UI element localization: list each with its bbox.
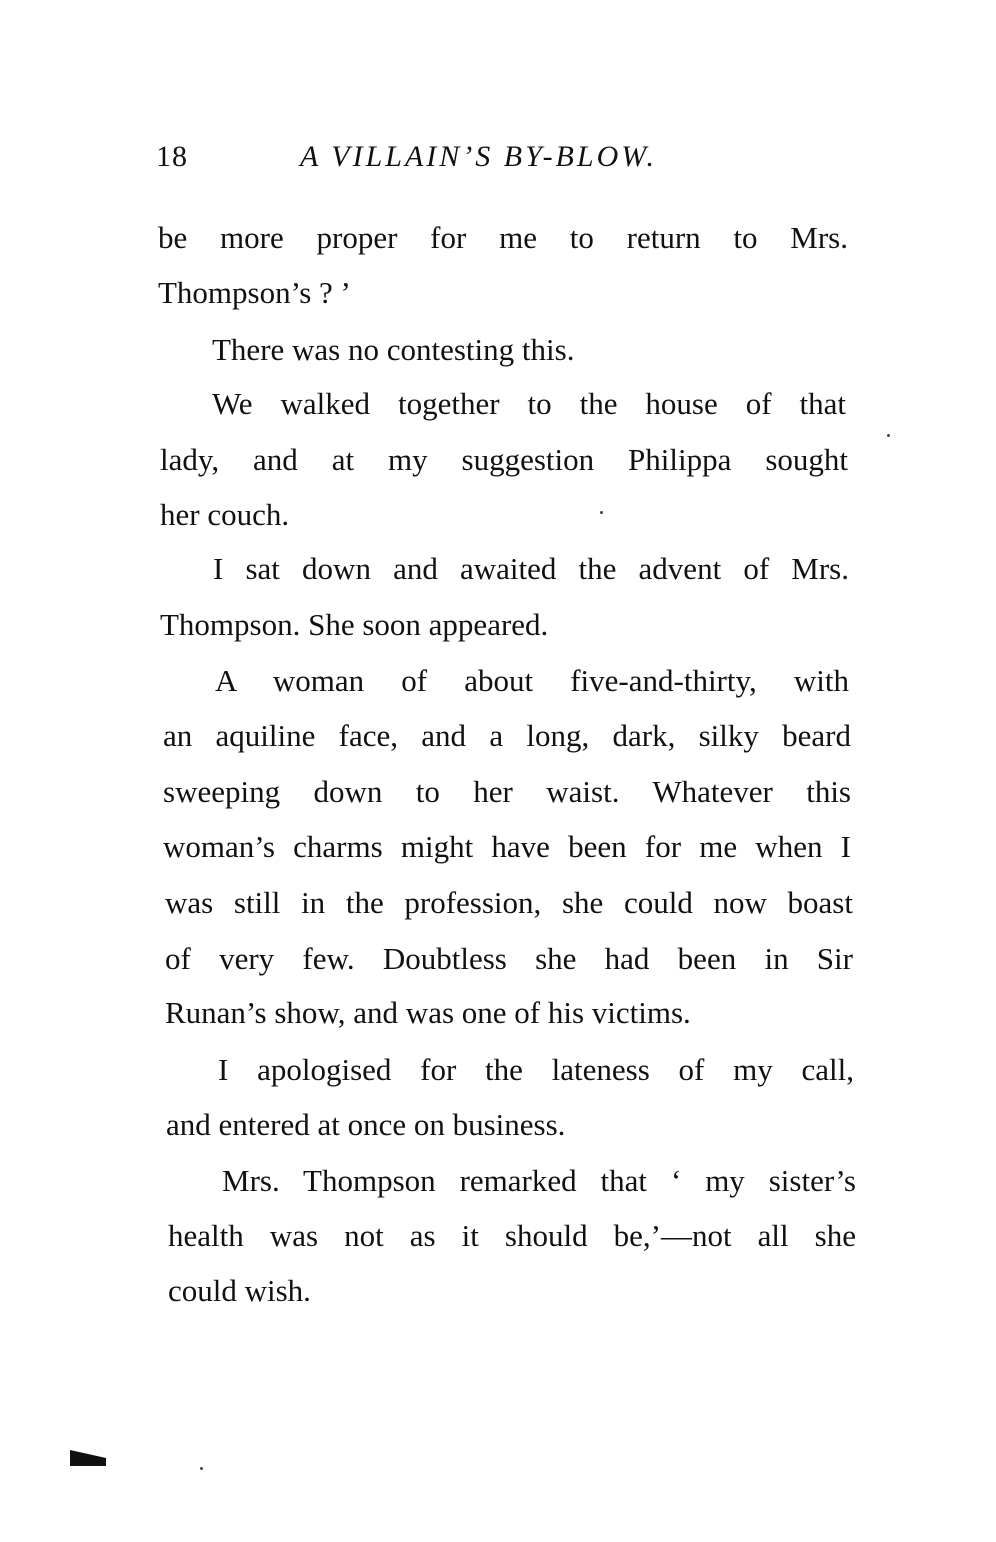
text-line: of very few. Doubtless she had been in Sir (165, 941, 853, 976)
text-line: Mrs. Thompson remarked that ‘ my sister’s (222, 1163, 856, 1198)
catchword-arrow-icon (70, 1450, 106, 1466)
ink-speck (200, 1467, 203, 1470)
ink-speck (600, 511, 603, 514)
text-line: I sat down and awaited the advent of Mrs. (213, 551, 849, 586)
text-line: Thompson’s ? ’ (158, 275, 351, 310)
text-line: I apologised for the lateness of my call, (218, 1052, 854, 1087)
text-line: be more proper for me to return to Mrs. (158, 220, 848, 255)
text-line: was still in the profession, she could now boast (165, 885, 853, 920)
text-line: Runan’s show, and was one of his victims. (165, 995, 691, 1030)
ink-speck (887, 434, 890, 437)
text-line: There was no contesting this. (212, 332, 575, 367)
text-line: an aquiline face, and a long, dark, silky beard (163, 718, 851, 753)
text-line: lady, and at my suggestion Philippa sought (160, 442, 848, 477)
text-line: A woman of about five-and-thirty, with (215, 663, 849, 698)
text-line: could wish. (168, 1273, 311, 1308)
text-line: health was not as it should be,’—not all she (168, 1218, 856, 1253)
text-line: Thompson. She soon appeared. (160, 607, 549, 642)
page-number: 18 (156, 140, 188, 173)
text-line: and entered at once on business. (166, 1107, 566, 1142)
text-line: her couch. (160, 497, 290, 532)
running-title: A VILLAIN’S BY-BLOW. (300, 140, 657, 173)
text-line: We walked together to the house of that (212, 386, 846, 421)
text-line: sweeping down to her waist. Whatever this (163, 774, 851, 809)
text-line: woman’s charms might have been for me when I (163, 829, 851, 864)
